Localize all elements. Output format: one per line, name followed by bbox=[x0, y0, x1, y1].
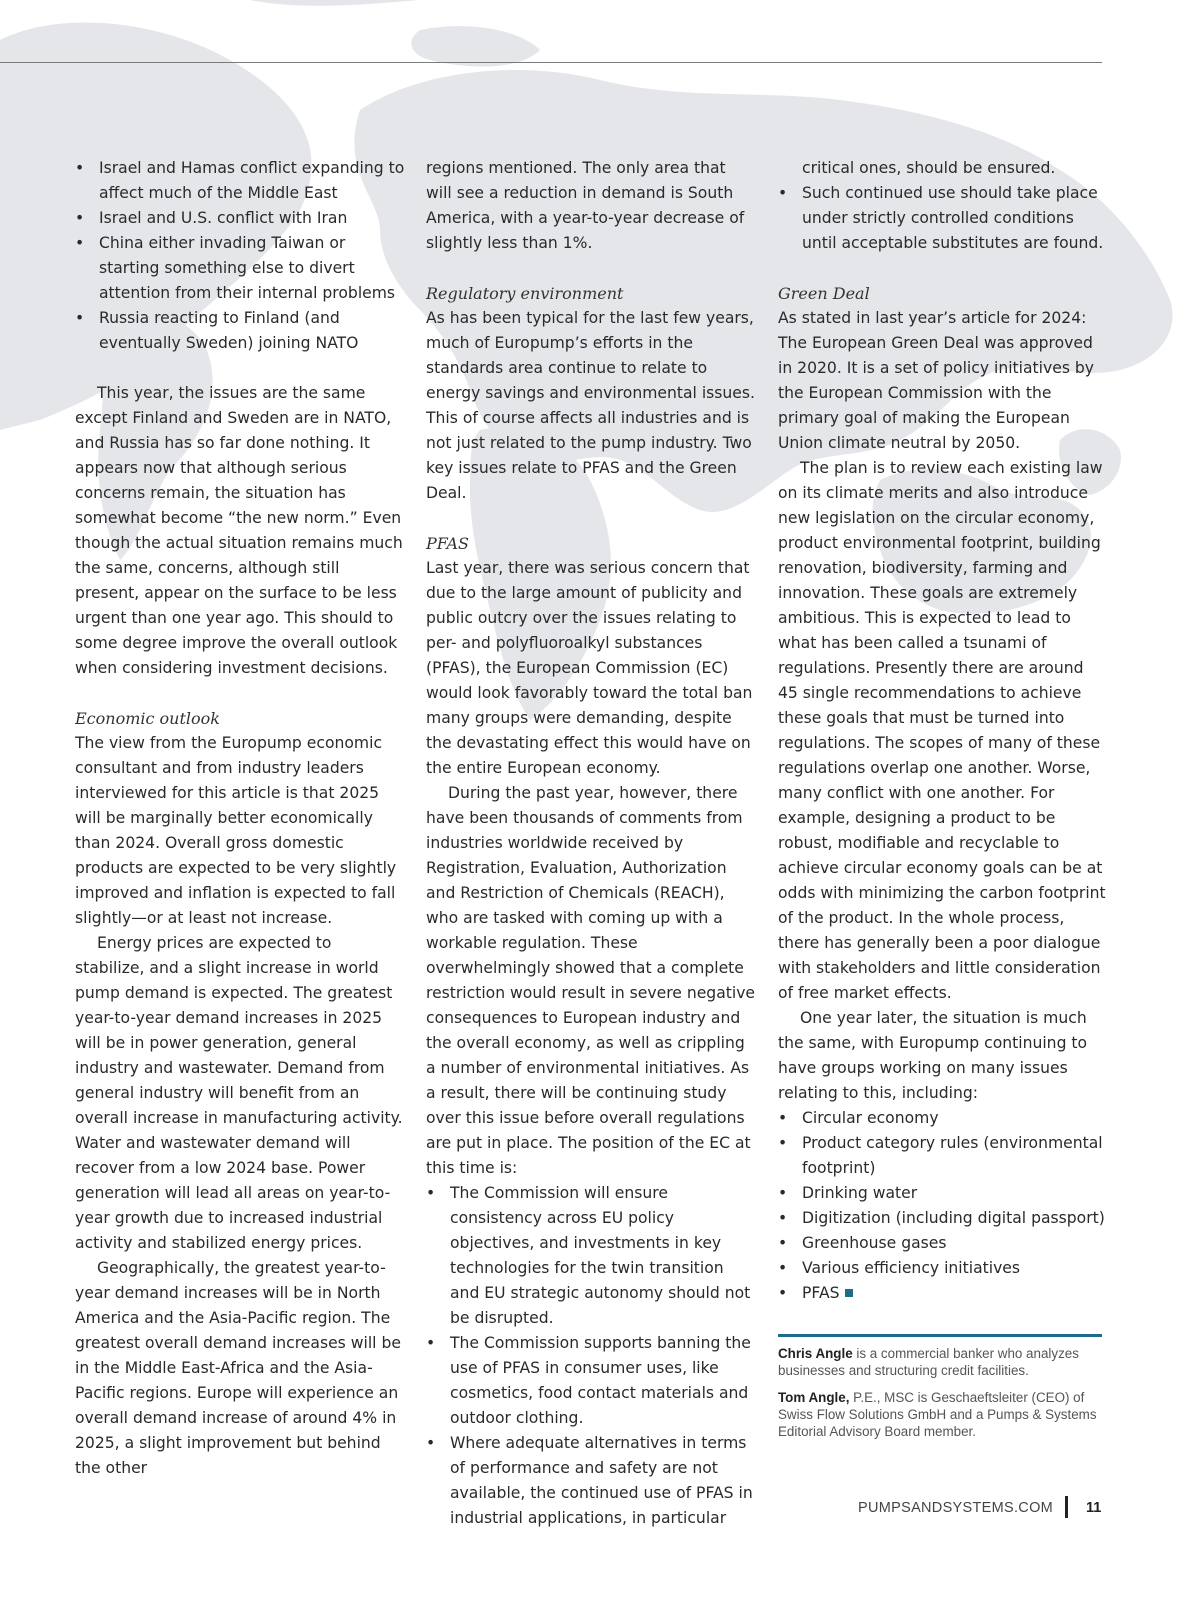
top-rule bbox=[0, 62, 1102, 63]
subheading-green-deal: Green Deal bbox=[778, 284, 870, 303]
list-item: • Where adequate alternatives in terms of performance and safety are not available, the continued use of PFAS in industrial applications, in particular bbox=[426, 1431, 756, 1531]
paragraph: Last year, there was serious concern that due to the large amount of publicity and public outcry over the issues relating to per- and polyfluoroalkyl substances (PFAS), the European Commission (EC) would look favorably toward the total ban many groups were demanding, despite the devastating effect this would have on the entire European economy. bbox=[426, 559, 753, 777]
list-item: • Various efficiency initiatives bbox=[778, 1256, 1108, 1281]
paragraph: The plan is to review each existing law on its climate merits and also introduce new legislation on the circular economy, product environmental footprint, building renovation, biodiversity, farming and innovation. These goals are extremely ambitious. This is expected to lead to what has been called a tsunami of regulations. Presently there are around 45 single recommendations to achieve these goals that must be turned into regulations. The scopes of many of these regulations overlap one another. Worse, many conflict with one another. For example, designing a product to be robust, modifiable and recyclable to achieve circular economy goals can be at odds with minimizing the carbon footprint of the product. In the whole process, there has generally been a poor dialogue with stakeholders and little consideration of free market effects. bbox=[778, 459, 1106, 1002]
paragraph: regions mentioned. The only area that will see a reduction in demand is South America, with a year-to-year decrease of slightly less than 1%. bbox=[426, 159, 745, 252]
list-item: • The Commission supports banning the use of PFAS in consumer uses, like cosmetics, food contact materials and outdoor clothing. bbox=[426, 1331, 756, 1431]
paragraph: Geographically, the greatest year-to-year demand increases will be in North America and the Asia-Pacific region. The greatest overall demand increases will be in the Middle East-Africa and the Asia-Pacific regions. Europe will experience an overall demand increase of around 4% in 2025, a slight improvement but behind the other bbox=[75, 1259, 401, 1477]
end-of-article-square-icon bbox=[845, 1289, 853, 1297]
list-item: • Circular economy bbox=[778, 1106, 1108, 1131]
list-item: • China either invading Taiwan or starting something else to divert attention from their internal problems bbox=[75, 231, 405, 306]
conflict-list bbox=[75, 156, 405, 356]
list-item-text: PFAS bbox=[802, 1284, 840, 1302]
list-item: • Greenhouse gases bbox=[778, 1231, 1108, 1256]
list-item bbox=[778, 1281, 1108, 1306]
author-name: Tom Angle, bbox=[778, 1390, 850, 1405]
author-bio-text: P.E., MSC is Geschaeftsleiter (CEO) of Swiss Flow Solutions GmbH and a Pumps & Systems Editorial Advisory Board member. bbox=[778, 1390, 1097, 1439]
author-bio bbox=[778, 1345, 1102, 1379]
paragraph: Energy prices are expected to stabilize, and a slight increase in world pump demand is expected. The greatest year-to-year demand increases in 2025 will be in power generation, general industry and wastewater. Demand from general industry will benefit from an overall increase in manufacturing activity. Water and wastewater demand will recover from a low 2024 base. Power generation will lead all areas on year-to-year growth due to increased industrial activity and stabilized energy prices. bbox=[75, 934, 403, 1252]
list-item-continuation: critical ones, should be ensured. bbox=[802, 159, 1056, 177]
subheading-economic-outlook: Economic outlook bbox=[75, 709, 220, 728]
page-number: 11 bbox=[1086, 1500, 1102, 1516]
column-3 bbox=[778, 156, 1108, 1306]
list-item: • Digitization (including digital passport) bbox=[778, 1206, 1108, 1231]
author-bio-text: is a commercial banker who analyzes businesses and structuring credit facilities. bbox=[778, 1346, 1079, 1378]
subheading-regulatory-environment: Regulatory environment bbox=[426, 284, 624, 303]
paragraph: This year, the issues are the same except Finland and Sweden are in NATO, and Russia has so far done nothing. It appears now that although serious concerns remain, the situation has somewhat become “the new norm.” Even though the actual situation remains much the same, concerns, although still present, appear on the surface to be less urgent than one year ago. This should to some degree improve the overall outlook when considering investment decisions. bbox=[75, 384, 403, 677]
list-item: • Such continued use should take place under strictly controlled conditions until acceptable substitutes are found. bbox=[778, 181, 1108, 256]
paragraph: The view from the Europump economic consultant and from industry leaders interviewed for this article is that 2025 will be marginally better economically than 2024. Overall gross domestic products are expected to be very slightly improved and inflation is expected to fall slightly—or at least not increase. bbox=[75, 734, 397, 927]
column-1 bbox=[75, 156, 405, 1481]
author-name: Chris Angle bbox=[778, 1346, 853, 1361]
list-item: • Product category rules (environmental footprint) bbox=[778, 1131, 1108, 1181]
paragraph: As stated in last year’s article for 2024: The European Green Deal was approved in 2020. It is a set of policy initiatives by the European Commission with the primary goal of making the European Union climate neutral by 2050. bbox=[778, 309, 1095, 452]
ec-position-list-cont bbox=[778, 181, 1108, 256]
paragraph: As has been typical for the last few years, much of Europump’s efforts in the standards area continue to relate to energy savings and environmental issues. This of course affects all industries and is not just related to the pump industry. Two key issues relate to PFAS and the Green Deal. bbox=[426, 309, 755, 502]
author-bio bbox=[778, 1389, 1102, 1440]
list-item: • The Commission will ensure consistency across EU policy objectives, and investments in key technologies for the twin transition and EU strategic autonomy should not be disrupted. bbox=[426, 1181, 756, 1331]
footer-site-name: PUMPSANDSYSTEMS.COM bbox=[858, 1500, 1054, 1516]
list-item: • Israel and U.S. conflict with Iran bbox=[75, 206, 405, 231]
working-groups-list bbox=[778, 1106, 1108, 1306]
list-item: • Russia reacting to Finland (and eventually Sweden) joining NATO bbox=[75, 306, 405, 356]
footer-divider bbox=[1065, 1496, 1068, 1518]
ec-position-list bbox=[426, 1181, 756, 1531]
author-bios bbox=[778, 1334, 1102, 1440]
paragraph: During the past year, however, there have been thousands of comments from industries worldwide received by Registration, Evaluation, Authorization and Restriction of Chemicals (REACH), who are tasked with coming up with a workable regulation. These overwhelmingly showed that a complete restriction would result in severe negative consequences to European industry and the overall economy, as well as crippling a number of environmental initiatives. As a result, there will be continuing study over this issue before overall regulations are put in place. The position of the EC at this time is: bbox=[426, 784, 756, 1177]
column-2 bbox=[426, 156, 756, 1531]
paragraph: One year later, the situation is much the same, with Europump continuing to have groups working on many issues relating to this, including: bbox=[778, 1009, 1088, 1102]
list-item: • Drinking water bbox=[778, 1181, 1108, 1206]
subheading-pfas: PFAS bbox=[426, 534, 469, 553]
list-item: • Israel and Hamas conflict expanding to affect much of the Middle East bbox=[75, 156, 405, 206]
